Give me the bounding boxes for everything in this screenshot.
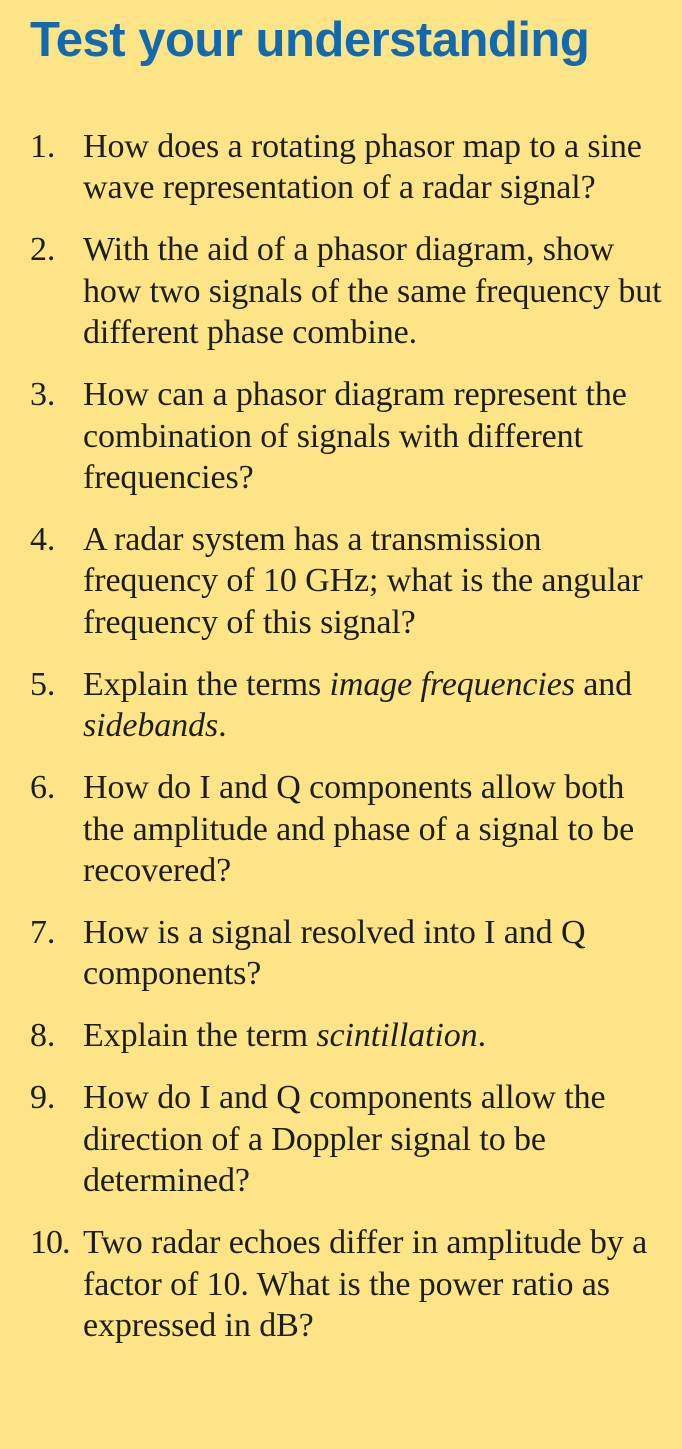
term-image-frequencies: image frequencies <box>329 665 575 703</box>
question-1 <box>0 126 682 209</box>
question-6 <box>0 767 682 891</box>
question-text: With the aid of a phasor diagram, show how two signals of the same frequency but different phase combine. <box>83 231 662 352</box>
page-title: Test your understanding <box>30 13 590 67</box>
question-number: 5. <box>30 665 56 703</box>
question-number: 8. <box>30 1017 56 1055</box>
question-8 <box>0 1015 682 1056</box>
question-number: 4. <box>30 521 56 559</box>
question-list <box>0 126 682 1367</box>
question-number: 9. <box>30 1079 56 1117</box>
question-text: How is a signal resolved into I and Q components? <box>83 914 586 993</box>
question-text-start: Explain the term <box>83 1017 317 1055</box>
term-scintillation: scintillation <box>316 1017 478 1055</box>
question-5 <box>0 664 682 747</box>
question-7 <box>0 912 682 995</box>
question-text-start: Explain the terms <box>83 665 330 703</box>
question-number: 2. <box>30 231 56 269</box>
question-text-end: . <box>477 1017 486 1055</box>
question-2 <box>0 229 682 353</box>
question-number: 1. <box>30 128 56 165</box>
question-number: 7. <box>30 914 56 952</box>
question-text: How do I and Q components allow the direction of a Doppler signal to be determined? <box>83 1079 606 1200</box>
question-text: Two radar echoes differ in amplitude by a factor of 10. What is the power ratio as expressed in dB? <box>83 1224 648 1345</box>
question-text: How does a rotating phasor map to a sine wave representation of a radar signal? <box>83 128 642 207</box>
term-sidebands: sidebands <box>83 707 219 745</box>
question-text-end: . <box>218 707 227 745</box>
question-3 <box>0 374 682 498</box>
question-10 <box>0 1222 682 1346</box>
question-number: 6. <box>30 769 56 807</box>
question-text: How can a phasor diagram represent the combination of signals with different frequencies? <box>83 376 627 497</box>
question-number: 3. <box>30 376 56 414</box>
question-text: A radar system has a transmission frequency of 10 GHz; what is the angular frequency of this signal? <box>83 521 643 641</box>
question-text: How do I and Q components allow both the amplitude and phase of a signal to be recovered? <box>83 769 635 890</box>
question-4 <box>0 519 682 643</box>
question-number: 10. <box>30 1224 70 1262</box>
question-9 <box>0 1077 682 1201</box>
question-text-middle: and <box>574 665 633 703</box>
